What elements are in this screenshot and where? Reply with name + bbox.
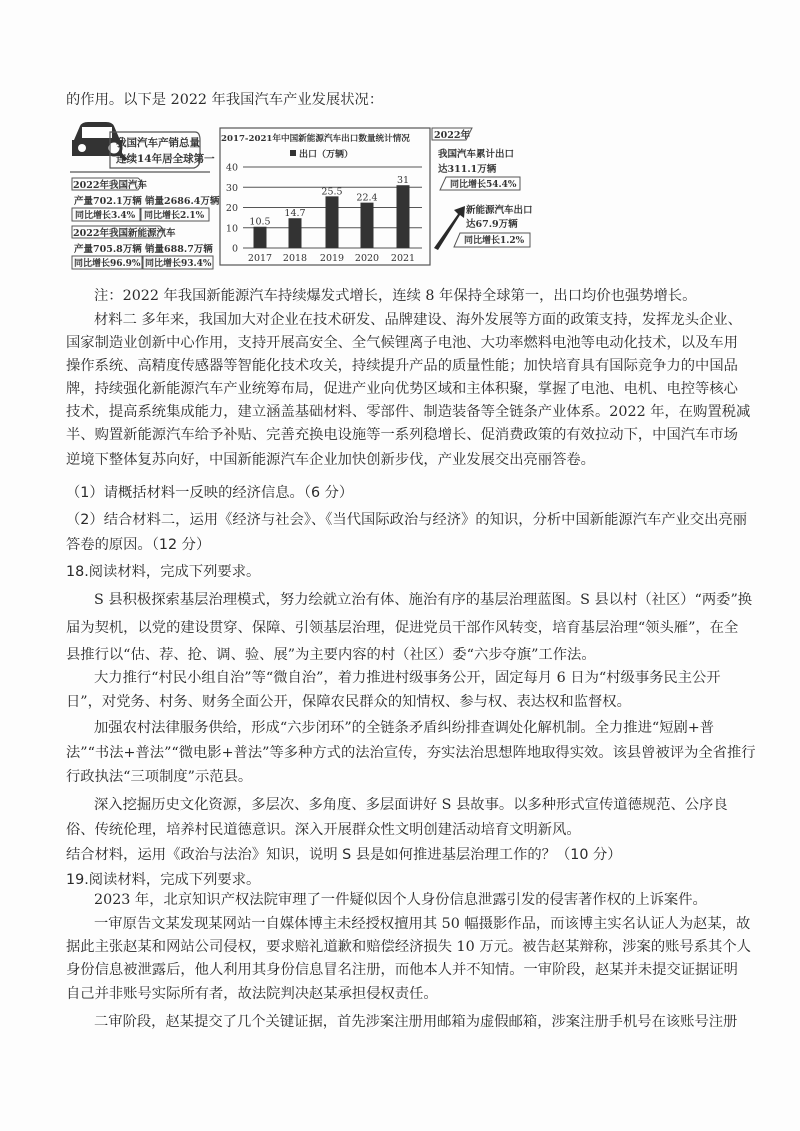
text-line: 自己并非账号实际所有者，故法院判决赵某承担侵权责任。 — [66, 986, 438, 1002]
auto-export-line-2: 达311.1万辆 — [438, 164, 497, 175]
text-line: 加强农村法律服务供给，形成“六步闭环”的全链条矛盾纠纷排查调处化解机制。全力推进“短剧+普 — [94, 720, 715, 736]
auto-sales-growth: 同比增长2.1% — [144, 211, 205, 221]
nev-export-line-1: 新能源汽车出口 — [466, 205, 533, 216]
value-label: 25.5 — [321, 186, 343, 198]
bar-2021 — [397, 185, 410, 248]
value-label: 22.4 — [356, 192, 378, 204]
y-tick-label: 10 — [225, 223, 238, 235]
export-2022-tag: 2022年 — [434, 130, 470, 141]
x-tick-label: 2020 — [354, 253, 380, 264]
text-line: 牌，持续强化新能源汽车产业统筹布局，促进产业向优势区域和主体积聚，掌握了电池、电机、电控等核心 — [66, 381, 738, 397]
bar-2018 — [289, 218, 302, 248]
text-line: 县推行以“估、荐、抢、调、验、展”为主要内容的村（社区）委“六步夺旗”工作法。 — [66, 647, 596, 663]
text-line: 注：2022 年我国新能源汽车持续爆发式增长，连续 8 年保持全球第一，出口均价也强势增长。 — [94, 288, 697, 304]
legend-swatch — [290, 150, 296, 156]
x-tick-label: 2017 — [247, 253, 273, 264]
y-tick-label: 20 — [225, 203, 238, 214]
nev-2022-stats: 产量705.8万辆 销量688.7万辆 — [74, 244, 213, 255]
text-line: 行政执法“三项制度”示范县。 — [66, 769, 253, 785]
nev-2022-tag: 2022年我国新能源汽车 — [73, 228, 176, 239]
text-line: 日”，对党务、村务、财务全面公开，保障农民群众的知情权、参与权、表达权和监督权。 — [66, 694, 631, 710]
bar-2020 — [361, 203, 374, 248]
text-line: （2）结合材料二，运用《经济与社会》、《当代国际政治与经济》的知识，分析中国新能源汽车产业交出亮丽 — [66, 512, 748, 528]
nev-export-line-2: 达67.9万辆 — [466, 219, 518, 230]
y-tick-label: 0 — [231, 243, 238, 255]
text-line: 二审阶段，赵某提交了几个关键证据，首先涉案注册用邮箱为虚假邮箱，涉案注册手机号在该账号注册 — [94, 1014, 738, 1030]
auto-2022-stats: 产量702.1万辆 销量2686.4万辆 — [74, 196, 220, 207]
nev-export-growth: 同比增长1.2% — [464, 236, 525, 246]
text-line: 身份信息被泄露后，他人利用其身份信息冒名注册，而他本人并不知情。一审阶段，赵某并未提交证据证明 — [66, 962, 738, 978]
nev-sales-growth: 同比增长93.4% — [145, 259, 212, 269]
chart-title: 2017-2021年中国新能源汽车出口数量统计情况 — [221, 134, 410, 144]
bar-2017 — [254, 227, 267, 248]
y-tick-label: 30 — [225, 182, 238, 194]
text-line: 19.阅读材料，完成下列要求。 — [66, 872, 261, 888]
text-line: 一审原告文某发现某网站一自媒体博主未经授权擅用其 50 幅摄影作品，而该博主实名认证人为赵某，故 — [94, 916, 751, 932]
text-line: 届为契机，以党的建设贯穿、保障、引领基层治理，促进党员干部作风转变，培育基层治理“领头雁”，在全 — [66, 620, 739, 636]
text-line: 深入挖掘历史文化资源，多层次、多角度、多层面讲好 S 县故事。以多种形式宣传道德规范、公序良 — [94, 797, 728, 813]
text-line: 据此主张赵某和网站公司侵权，要求赔礼道歉和赔偿经济损失 10 万元。被告赵某辩称，涉案的账号系其个人 — [66, 939, 751, 955]
text-line: 国家制造业创新中心作用，支持开展高安全、全气候锂离子电池、大功率燃料电池等电动化技术，以及车用 — [66, 335, 738, 351]
headline-line-1: 我国汽车产销总量 — [116, 137, 200, 149]
text-line: 结合材料，运用《政治与法治》知识，说明 S 县是如何推进基层治理工作的？（10 分） — [66, 847, 622, 863]
text-line: 技术，提高系统集成能力，建立涵盖基础材料、零部件、制造装备等全链条产业体系。2022 年，在购置税减 — [66, 404, 751, 420]
y-tick-label: 40 — [225, 162, 238, 174]
up-arrow-icon — [434, 206, 465, 250]
text-line: S 县积极探索基层治理模式，努力绘就立治有体、施治有序的基层治理蓝图。S 县以村（社区）“两委”换 — [94, 592, 753, 608]
value-label: 14.7 — [284, 208, 306, 220]
auto-export-line-1: 我国汽车累计出口 — [438, 149, 515, 160]
value-label: 31 — [396, 175, 410, 187]
text-line: 2023 年，北京知识产权法院审理了一件疑似因个人身份信息泄露引发的侵害著作权的上诉案件。 — [94, 892, 707, 908]
text-line: （1）请概括材料一反映的经济信息。（6 分） — [66, 485, 354, 501]
auto-2022-tag: 2022年我国汽车 — [73, 180, 147, 191]
text-line: 法”“书法+普法”“微电影+普法”等多种方式的法治宣传，夯实法治思想阵地取得实效。该县曾被评为全省推行 — [66, 745, 756, 761]
infographic — [60, 110, 760, 280]
x-tick-label: 2019 — [319, 253, 345, 264]
text-line: 操作系统、高精度传感器等智能化技术攻关，持续提升产品的质量性能；加快培育具有国际竞争力的中国品 — [66, 358, 738, 374]
text-line: 材料二 多年来，我国加大对企业在技术研发、品牌建设、海外发展等方面的政策支持，发挥龙头企业、 — [94, 312, 742, 328]
intro-line: 的作用。以下是 2022 年我国汽车产业发展状况： — [66, 92, 384, 108]
auto-export-growth: 同比增长54.4% — [450, 180, 517, 190]
auto-production-growth: 同比增长3.4% — [75, 211, 136, 221]
text-line: 18.阅读材料，完成下列要求。 — [66, 564, 261, 580]
text-line: 大力推行“村民小组自治”等“微自治”，着力推进村级事务公开，固定每月 6 日为“村级事务民主公开 — [94, 670, 721, 686]
value-label: 10.5 — [249, 216, 271, 228]
text-line: 半、购置新能源汽车给予补贴、完善充换电设施等一系列稳增长、促消费政策的有效拉动下，中国汽车市场 — [66, 427, 738, 443]
headline-line-2: 连续14年居全球第一 — [116, 153, 215, 165]
bar-2019 — [326, 196, 339, 248]
text-line: 答卷的原因。（12 分） — [66, 537, 211, 553]
legend-label: 出口（万辆） — [299, 150, 354, 160]
x-tick-label: 2018 — [282, 253, 308, 264]
text-line: 逆境下整体复苏向好，中国新能源汽车企业加快创新步伐，产业发展交出亮丽答卷。 — [66, 452, 595, 468]
nev-production-growth: 同比增长96.9% — [74, 259, 141, 269]
x-tick-label: 2021 — [390, 253, 416, 264]
text-line: 俗、传统伦理，培养村民道德意识。深入开展群众性文明创建活动培育文明新风。 — [66, 822, 581, 838]
